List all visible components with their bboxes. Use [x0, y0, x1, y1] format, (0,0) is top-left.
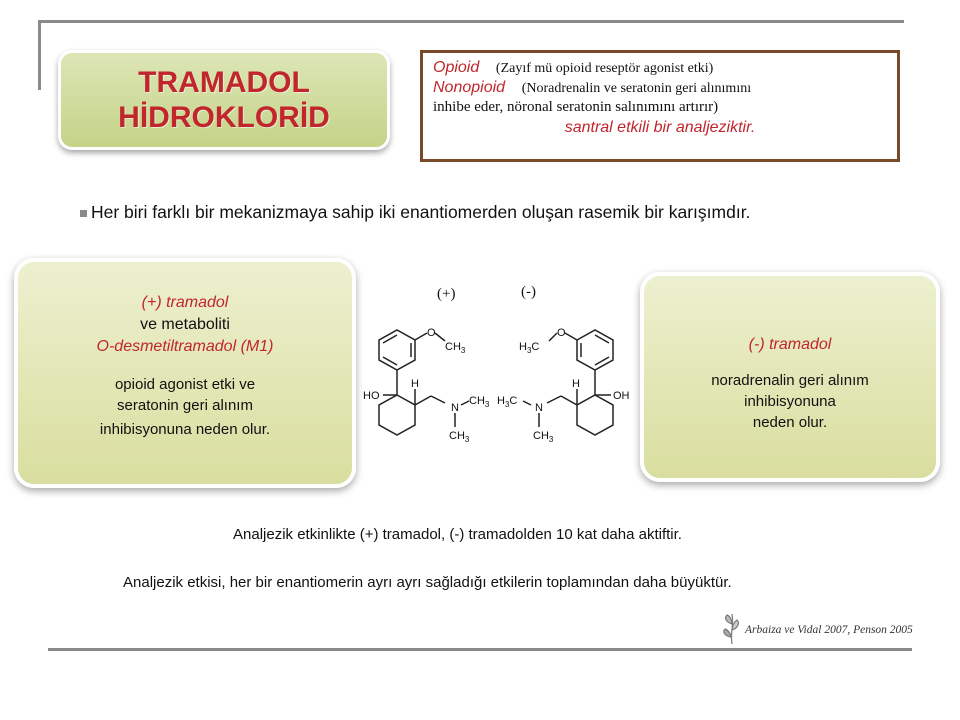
plus-ch3-atom: $CH_3$: [445, 341, 466, 355]
note-line-2: Analjezik etkisi, her bir enantiomerin ayrı ayrı sağladığı etkilerin toplamından daha büyüktür.: [123, 574, 732, 591]
plus-n-atom: N: [451, 402, 459, 414]
minus-h3c-atom: $H_3C$: [519, 341, 540, 355]
bottom-rule: [48, 648, 912, 651]
nonopioid-desc-2: inhibe eder, nöronal seratonin salınımını artırır): [433, 99, 719, 115]
plus-sub: ve metaboliti: [140, 316, 230, 333]
opioid-desc: (Zayıf mü opioid reseptör agonist etki): [495, 61, 714, 76]
minus-effect-3: neden olur.: [752, 414, 828, 431]
bullet-text: Her biri farklı bir mekanizmaya sahip iki enantiomerden oluşan rasemik bir karışımdır.: [91, 202, 751, 222]
conclusion-text: santral etkili bir analjeziktir.: [564, 119, 756, 136]
minus-effect-1: noradrenalin geri alınım: [711, 372, 869, 389]
plus-o-atom: O: [427, 327, 436, 339]
nonopioid-desc-1: (Noradrenalin ve seratonin geri alınımını: [521, 81, 752, 96]
opioid-label: Opioid: [433, 59, 480, 76]
minus-tramadol-box: [640, 272, 940, 482]
minus-h3c2-atom: $H_3C$: [497, 395, 518, 409]
info-box: [420, 50, 900, 162]
minus-n-atom: N: [535, 402, 543, 414]
tramadol-structures: [355, 305, 645, 455]
metabolite-name: O-desmetiltramadol (M1): [96, 338, 274, 355]
minus-oh-atom: OH: [613, 390, 630, 402]
floral-ornament-icon: [718, 610, 746, 646]
title-banner: [58, 50, 390, 150]
plus-label: (+): [437, 286, 456, 302]
title-line-2: HİDROKLORİD: [118, 101, 330, 134]
minus-ch3b-atom: $CH_3$: [533, 430, 554, 444]
plus-effect-1: opioid agonist etki ve: [114, 376, 256, 393]
nonopioid-label: Nonopioid: [433, 79, 506, 96]
left-rule: [38, 20, 41, 90]
plus-heading: (+) tramadol: [141, 294, 229, 311]
reference-text: Arbaiza ve Vidal 2007, Penson 2005: [745, 624, 913, 636]
plus-nch3-atom: $CH_3$: [469, 395, 490, 409]
bullet-line: [80, 202, 940, 223]
minus-o-atom: O: [557, 327, 566, 339]
opioid-row: [433, 58, 887, 78]
nonopioid-row: [433, 78, 887, 98]
minus-heading: (-) tramadol: [748, 336, 832, 353]
plus-ch3b-atom: $CH_3$: [449, 430, 470, 444]
bullet-icon: [80, 210, 87, 217]
plus-tramadol-box: [14, 258, 356, 488]
plus-h-atom: H: [411, 378, 419, 390]
minus-h-atom: H: [572, 378, 580, 390]
plus-effect-3: inhibisyonuna neden olur.: [99, 421, 271, 438]
top-rule: [38, 20, 904, 23]
minus-effect-2: inhibisyonuna: [744, 393, 836, 410]
title-line-1: TRAMADOL: [138, 66, 310, 99]
minus-label: (-): [521, 284, 536, 300]
plus-effect-2: seratonin geri alınım: [117, 397, 253, 414]
note-line-1: Analjezik etkinlikte (+) tramadol, (-) tramadolden 10 kat daha aktiftir.: [233, 526, 682, 543]
plus-ho-atom: HO: [363, 390, 380, 402]
